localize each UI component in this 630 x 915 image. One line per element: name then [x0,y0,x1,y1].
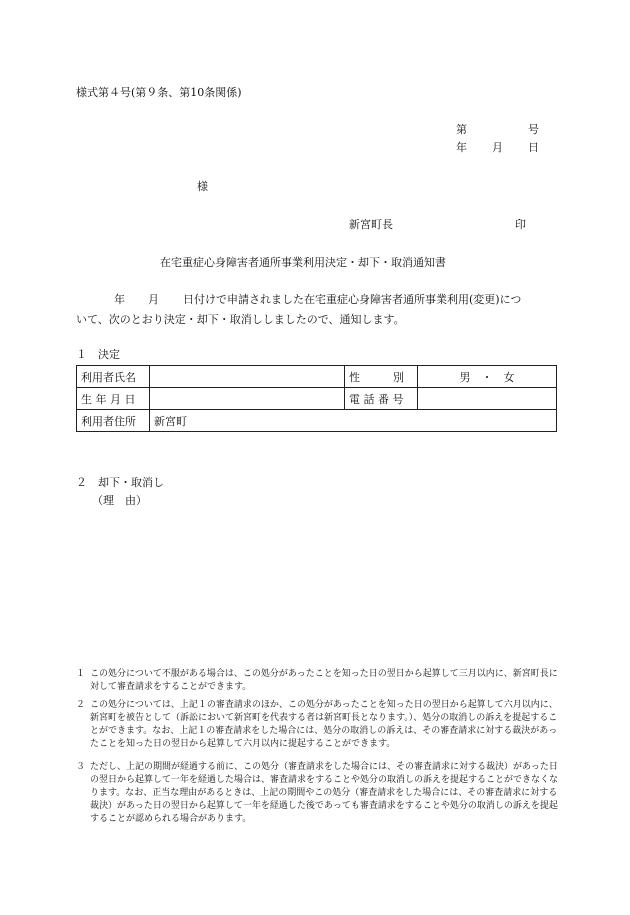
date-year: 年 [456,141,467,154]
form-number: 様式第４号(第９条、第10条関係) [76,86,242,99]
decision-table [76,365,557,432]
note-item [76,699,564,751]
note-number: ３ [76,762,86,772]
reason-label: （理 由） [92,494,147,507]
body-line1-text: 日付けで申請されました在宅重症心身障害者通所事業利用(変更)につ [183,293,522,306]
table-row [77,410,557,432]
issuer-name: 新宮町長 [349,218,393,231]
document-title: 在宅重症心身障害者通所事業利用決定・却下・取消通知書 [160,256,446,269]
phone-label: 電 話 番 号 [345,388,418,410]
note-item [76,668,564,694]
document-number-prefix: 第 [456,123,467,136]
date-day: 日 [528,141,539,154]
table-row [77,388,557,410]
document-number-suffix: 号 [528,123,539,136]
note-number: １ [76,669,86,679]
notes [76,668,564,826]
section2-heading: ２ 却下・取消し [76,476,164,489]
body-month: 月 [148,293,159,306]
note-text: この処分について不服がある場合は、この処分があったことを知った日の翌日から起算して三月以内に、新宮町長に対して審査請求をすることができます。 [90,669,558,692]
body-line2: いて、次のとおり決定・却下・取消ししましたので、通知します。 [76,313,405,326]
note-number: ２ [76,700,86,710]
phone-field[interactable] [418,388,557,410]
recipient-suffix: 様 [197,180,208,193]
address-label: 利用者住所 [77,410,150,432]
note-item [76,761,564,826]
date-of-birth-label: 生 年 月 日 [77,388,150,410]
address-field[interactable]: 新宮町 [150,410,557,432]
sex-options[interactable]: 男 ・ 女 [418,366,557,388]
issuer-seal: 印 [515,218,526,231]
table-row [77,366,557,388]
note-text: この処分については、上記１の審査請求のほか、この処分があったことを知った日の翌日から起算して六月以内に、新宮町を被告として（訴訟において新宮町を代表する者は新宮町長となります。）、処分の取消しの訴えを提起することができます。なお、上記１の審査請求をした場合には、処分の取消しの訴えは、その審査請求に対する裁決があったことを知った日の翌日から起算して六月以内に提起することができます。 [90,700,558,749]
date-month: 月 [492,141,503,154]
date-of-birth-field[interactable] [150,388,345,410]
section1-heading: １ 決定 [76,348,120,361]
user-name-field[interactable] [150,366,345,388]
sex-label: 性 別 [345,366,418,388]
user-name-label: 利用者氏名 [77,366,150,388]
body-year: 年 [114,293,125,306]
note-text: ただし、上記の期間が経過する前に、この処分（審査請求をした場合には、その審査請求に対する裁決）があった日の翌日から起算して一年を経過した場合は、審査請求をすることや処分の取消しの訴えを提起することができなくなります。なお、正当な理由があるときは、上記の期間やこの処分（審査請求をした場合には、その審査請求に対する裁決）があった日の翌日から起算して一年を経過した後であっても審査請求をすることや処分の取消しの訴えを提起することが認められる場合があります。 [90,762,559,824]
